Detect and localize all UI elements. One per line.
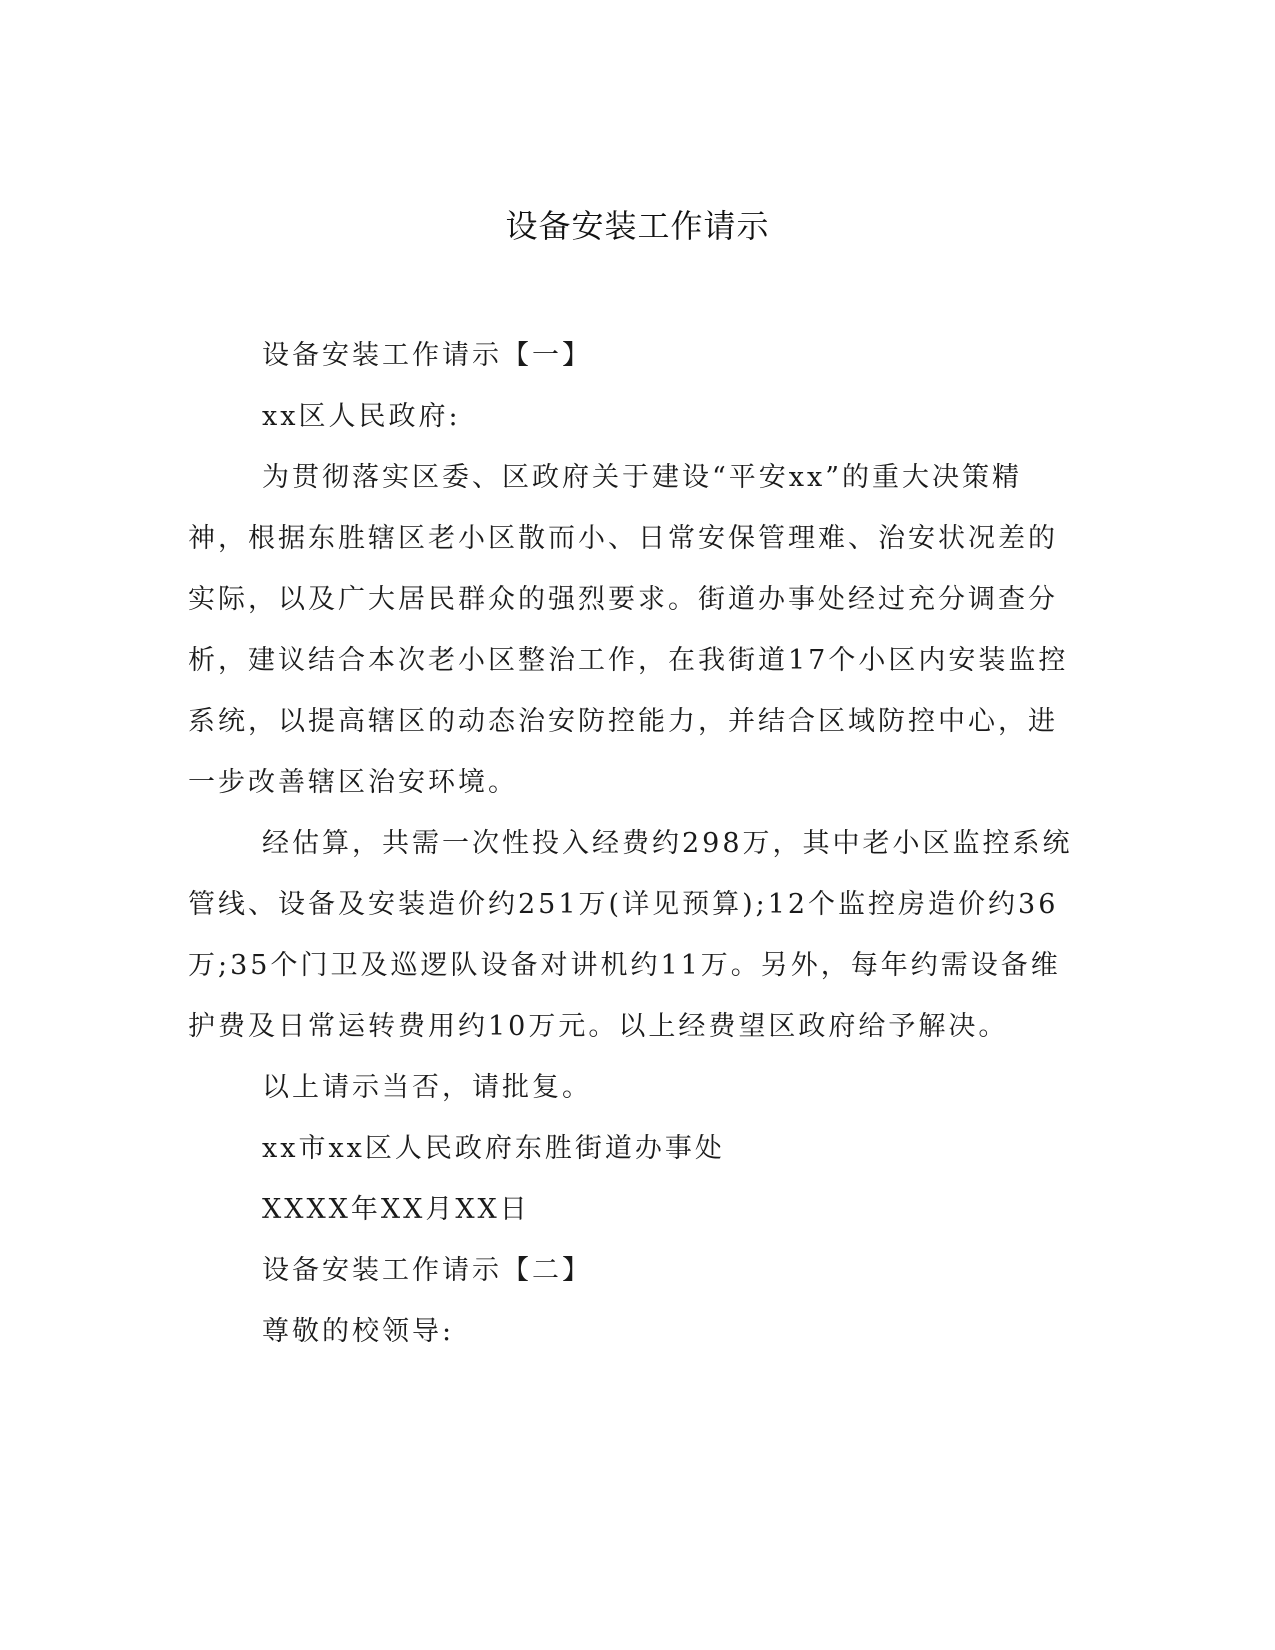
addressee-2: 尊敬的校领导: (262, 1316, 455, 1347)
closing-request: 以上请示当否，请批复。 (262, 1072, 592, 1103)
addressee: xx区人民政府: (262, 401, 461, 432)
sender-organization: xx市xx区人民政府东胜街道办事处 (262, 1133, 725, 1164)
section-heading-1: 设备安装工作请示【一】 (262, 340, 592, 371)
paragraph-background: 为贯彻落实区委、区政府关于建设“平安xx”的重大决策精神，根据东胜辖区老小区散而小、日常安保管理难、治安状况差的实际，以及广大居民群众的强烈要求。街道办事处经过充分调查分析，建议结合本次老小区整治工作，在我街道17个小区内安装监控系统，以提高辖区的动态治安防控能力，并结合区域防控中心，进一步改善辖区治安环境。 (188, 462, 1069, 798)
date-line: XXXX年XX月XX日 (262, 1194, 530, 1225)
paragraph-budget: 经估算，共需一次性投入经费约298万，其中老小区监控系统管线、设备及安装造价约251万(详见预算);12个监控房造价约36万;35个门卫及巡逻队设备对讲机约11万。另外，每年约需设备维护费及日常运转费用约10万元。以上经费望区政府给予解决。 (188, 828, 1073, 1042)
document-body (188, 325, 1078, 1362)
page-title: 设备安装工作请示 (505, 207, 770, 245)
section-heading-2: 设备安装工作请示【二】 (262, 1255, 592, 1286)
